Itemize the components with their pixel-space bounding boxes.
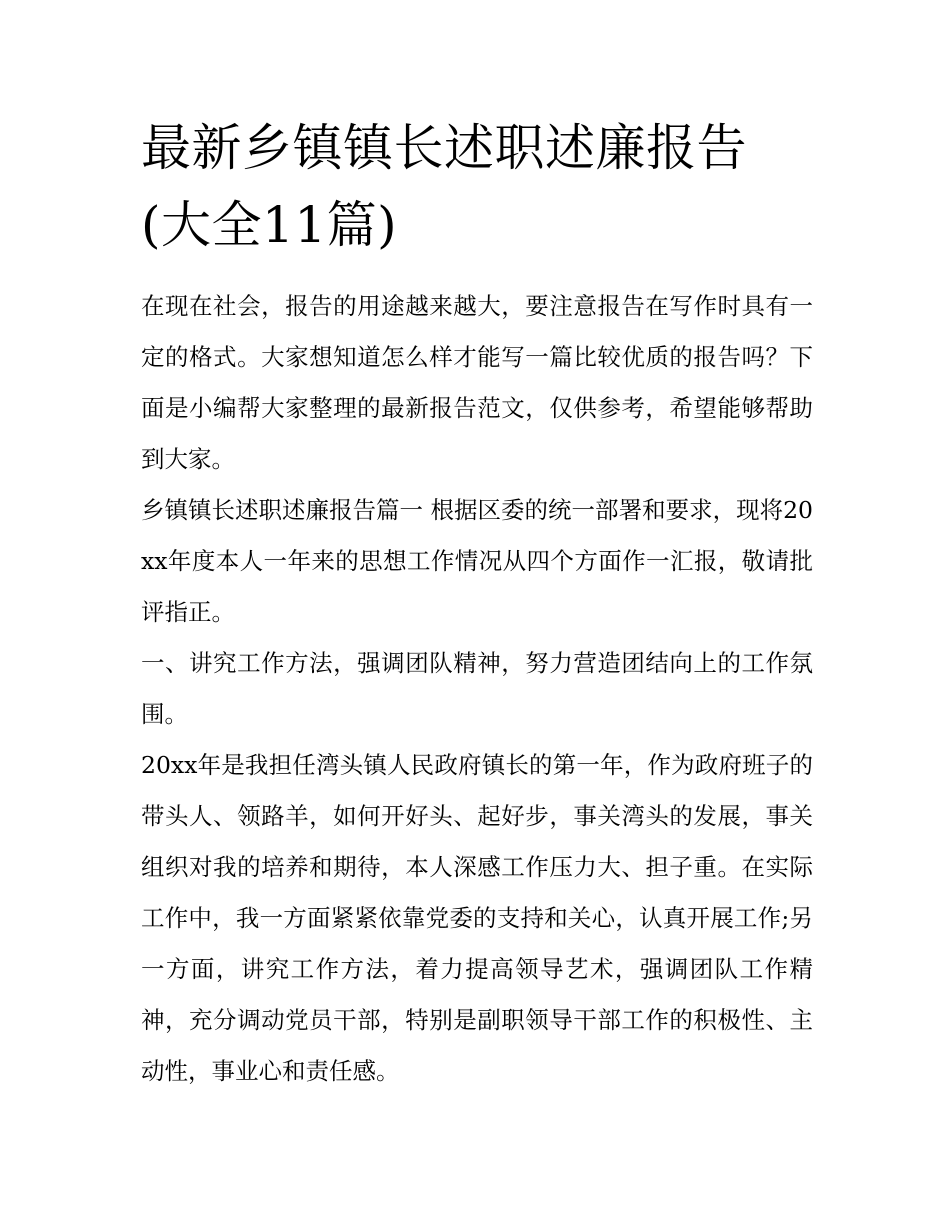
document-page [141,110,813,1097]
document-body [141,281,813,1097]
paragraph-section-heading-1: 一、讲究工作方法，强调团队精神，努力营造团结向上的工作氛围。 [141,649,813,728]
document-title: 最新乡镇镇长述职述廉报告(大全11篇) [141,119,747,254]
paragraph-section-body-1: 20xx年是我担任湾头镇人民政府镇长的第一年，作为政府班子的带头人、领路羊，如何开好头、起好步，事关湾头的发展，事关组织对我的培养和期待，本人深感工作压力大、担子重。在实际工作中，我一方面紧紧依靠党委的支持和关心，认真开展工作;另一方面，讲究工作方法，着力提高领导艺术，强调团队工作精神，充分调动党员干部，特别是副职领导干部工作的积极性、主动性，事业心和责任感。 [141,751,813,1085]
paragraph-report-opening: 乡镇镇长述职述廉报告篇一 根据区委的统一部署和要求，现将20xx年度本人一年来的思想工作情况从四个方面作一汇报，敬请批评指正。 [141,496,813,626]
paragraph-intro: 在现在社会，报告的用途越来越大，要注意报告在写作时具有一定的格式。大家想知道怎么样才能写一篇比较优质的报告吗？下面是小编帮大家整理的最新报告范文，仅供参考，希望能够帮助到大家。 [141,292,813,473]
